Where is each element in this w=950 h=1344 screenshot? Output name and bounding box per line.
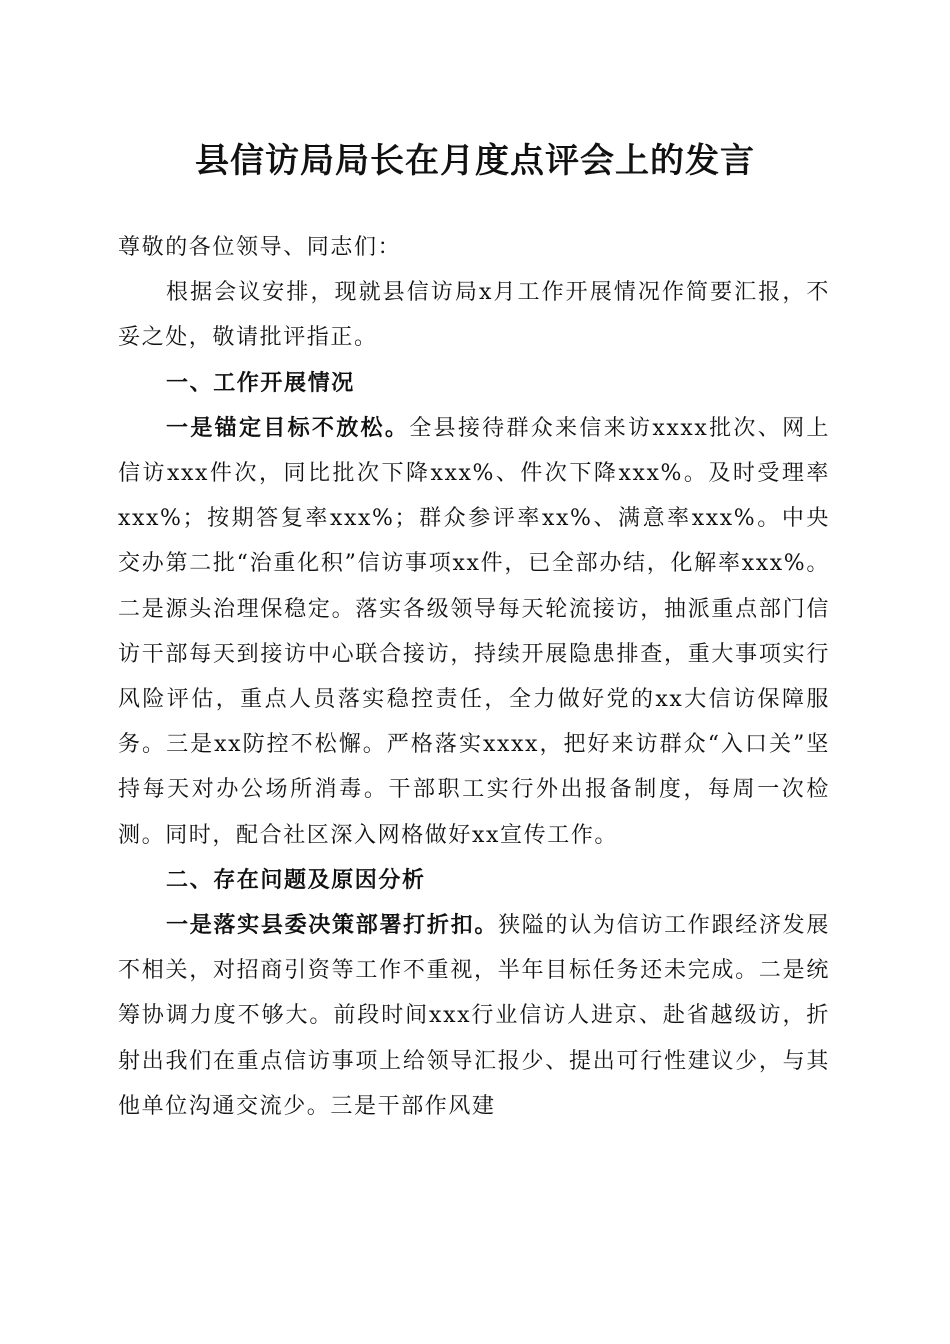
section-2-paragraph <box>118 903 830 1129</box>
section-1-lead: 一是锚定目标不放松。 <box>166 414 410 441</box>
document-body <box>118 225 830 1129</box>
section-heading-2: 二、存在问题及原因分析 <box>166 867 426 893</box>
section-2-text: 狭隘的认为信访工作跟经济发展不相关，对招商引资等工作不重视，半年目标任务还未完成。二是统筹协调力度不够大。前段时间xxx行业信访人进京、赴省越级访，折射出我们在重点信访事项上给领导汇报少、提出可行性建议少，与其他单位沟通交流少。三是干部作风建 <box>118 913 830 1119</box>
document-title: 县信访局局长在月度点评会上的发言 <box>195 141 755 181</box>
salutation: 尊敬的各位领导、同志们： <box>118 235 402 260</box>
section-1-paragraph <box>118 406 830 858</box>
section-heading-1: 一、工作开展情况 <box>166 370 355 396</box>
section-2-lead: 一是落实县委决策部署打折扣。 <box>166 912 499 939</box>
intro-paragraph: 根据会议安排，现就县信访局x月工作开展情况作简要汇报，不妥之处，敬请批评指正。 <box>118 280 830 351</box>
section-1-text: 全县接待群众来信来访xxxx批次、网上信访xxx件次，同比批次下降xxx%、件次下降xxx%。及时受理率xxx%；按期答复率xxx%；群众参评率xx%、满意率xxx%。中央交办第二批“治重化积”信访事项xx件，已全部办结，化解率xxx%。二是源头治理保稳定。落实各级领导每天轮流接访，抽派重点部门信访干部每天到接访中心联合接访，持续开展隐患排查，重大事项实行风险评估，重点人员落实稳控责任，全力做好党的xx大信访保障服务。三是xx防控不松懈。严格落实xxxx，把好来访群众“入口关”坚持每天对办公场所消毒。干部职工实行外出报备制度，每周一次检测。同时，配合社区深入网格做好xx宣传工作。 <box>118 415 830 848</box>
